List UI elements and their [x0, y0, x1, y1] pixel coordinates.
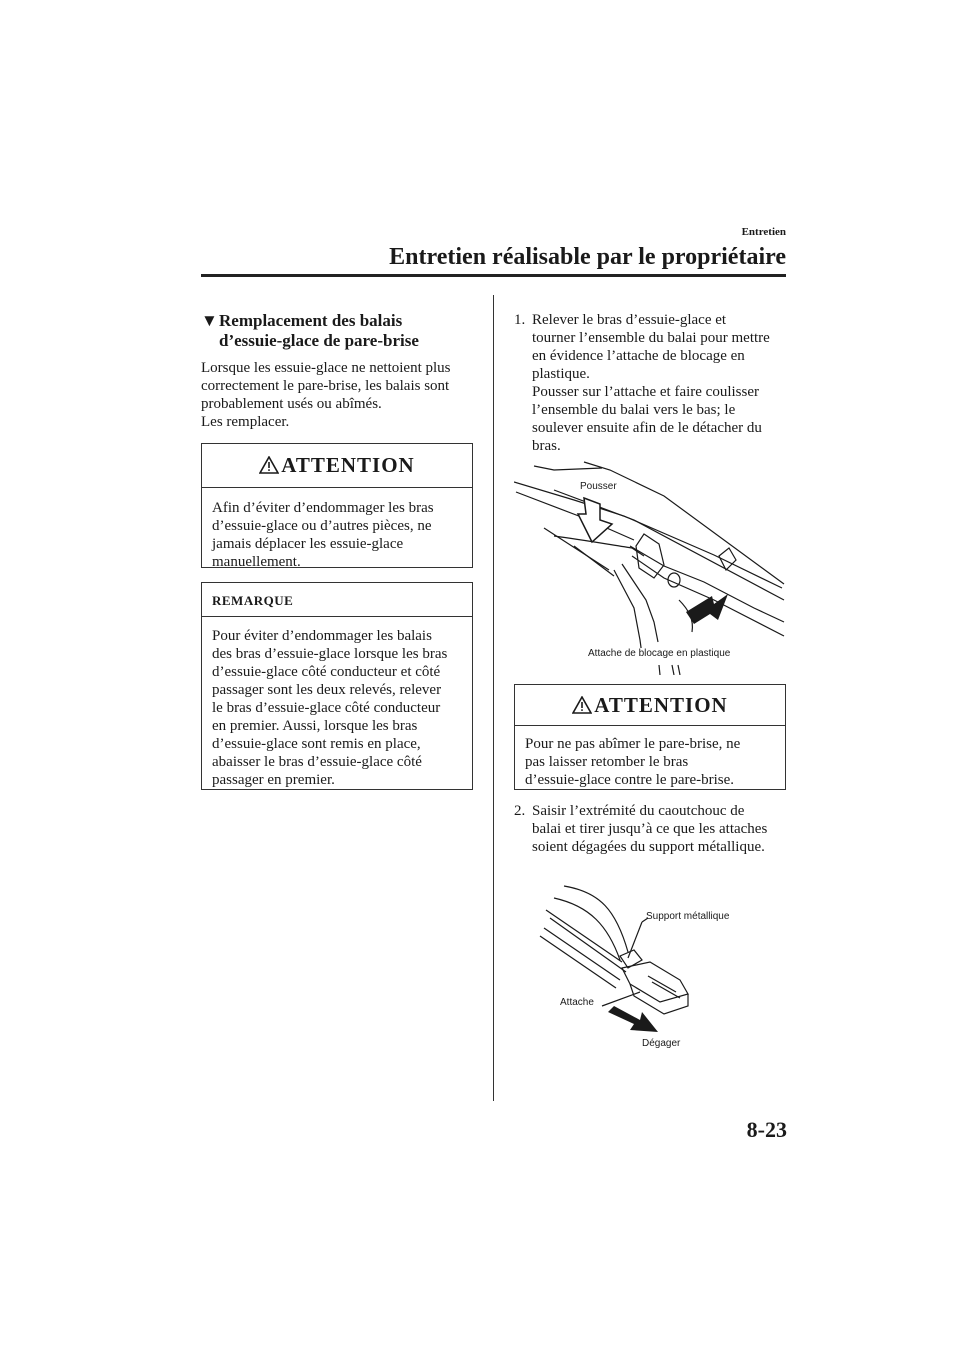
attention-title-row [202, 453, 472, 483]
page-number: 8-23 [746, 1117, 787, 1142]
remarque-line: d’essuie-glace sont remis en place, [212, 736, 421, 752]
attention-title-row [515, 693, 785, 723]
header-divider [201, 274, 786, 277]
step-line: soient dégagées du support métallique. [532, 839, 765, 855]
step-line: l’ensemble du balai vers le bas; le [532, 402, 736, 418]
heading-line-2: d’essuie-glace de pare-brise [219, 331, 419, 350]
remarque-title: REMARQUE [212, 593, 294, 608]
attention-line: Afin d’éviter d’endommager les bras [212, 500, 434, 516]
remarque-line: le bras d’essuie-glace côté conducteur [212, 700, 441, 716]
step-text [532, 311, 789, 455]
intro-line: Lorsque les essuie-glace ne nettoient plus [201, 360, 451, 376]
attention-title: ATTENTION [594, 693, 728, 717]
figure-label-push: Pousser [580, 481, 617, 492]
attention-line: Pour ne pas abîmer le pare-brise, ne [525, 736, 741, 752]
step-line: balai et tirer jusqu’à ce que les attaches [532, 821, 768, 837]
step-line: en évidence l’attache de blocage en [532, 348, 745, 364]
wiper-clip-figure [514, 460, 789, 675]
attention-title: ATTENTION [281, 453, 415, 477]
heading-line-1: Remplacement des balais [219, 311, 403, 330]
step-line: soulever ensuite afin de le détacher du [532, 420, 762, 436]
attention-line: manuellement. [212, 554, 301, 570]
column-divider [493, 295, 494, 1101]
warning-icon [572, 695, 592, 720]
attention-text [515, 726, 785, 789]
remarque-line: passager sont les deux relevés, relever [212, 682, 442, 698]
remarque-line: des bras d’essuie-glace lorsque les bras [212, 646, 448, 662]
blade-rubber-illustration [530, 880, 770, 1060]
figure-label-degager: Dégager [642, 1038, 681, 1049]
figure-label-attache: Attache [560, 997, 594, 1008]
step-line: bras. [532, 438, 561, 454]
attention-line: pas laisser retomber le bras [525, 754, 689, 770]
intro-line: Les remplacer. [201, 414, 290, 430]
intro-line: probablement usés ou abîmés. [201, 396, 382, 412]
step-line: tourner l’ensemble du balai pour mettre [532, 330, 770, 346]
remarque-line: Pour éviter d’endommager les balais [212, 628, 432, 644]
wiper-clip-illustration [514, 460, 789, 675]
page-title: Entretien réalisable par le propriétaire [389, 244, 786, 270]
figure-label-clip: Attache de blocage en plastique [588, 648, 731, 659]
intro-line: correctement le pare-brise, les balais sont [201, 378, 450, 394]
remarque-text [202, 617, 472, 789]
intro-paragraph [201, 359, 476, 431]
blade-rubber-figure [530, 880, 770, 1060]
step-2 [514, 802, 789, 856]
step-number: 1. [514, 312, 526, 328]
attention-text [202, 488, 472, 571]
attention-line: d’essuie-glace ou d’autres pièces, ne [212, 518, 432, 534]
attention-box [201, 443, 473, 568]
remarque-line: en premier. Aussi, lorsque les bras [212, 718, 418, 734]
step-text [532, 802, 789, 856]
attention-line: jamais déplacer les essuie-glace [212, 536, 404, 552]
triangle-down-icon: ▼ [201, 311, 218, 330]
warning-icon [259, 455, 279, 480]
step-1 [514, 311, 789, 455]
attention-line: d’essuie-glace contre le pare-brise. [525, 772, 735, 788]
remarque-line: d’essuie-glace côté conducteur et côté [212, 664, 441, 680]
attention-box-2 [514, 684, 786, 790]
step-line: plastique. [532, 366, 590, 382]
step-line: Relever le bras d’essuie-glace et [532, 312, 727, 328]
step-line: Pousser sur l’attache et faire coulisser [532, 384, 759, 400]
remarque-line: passager en premier. [212, 772, 335, 788]
remarque-box [201, 582, 473, 790]
header-section-label: Entretien [741, 226, 786, 238]
step-line: Saisir l’extrémité du caoutchouc de [532, 803, 745, 819]
remarque-line: abaisser le bras d’essuie-glace côté [212, 754, 422, 770]
step-number: 2. [514, 803, 526, 819]
section-heading [201, 311, 471, 351]
figure-label-support: Support métallique [646, 911, 730, 922]
